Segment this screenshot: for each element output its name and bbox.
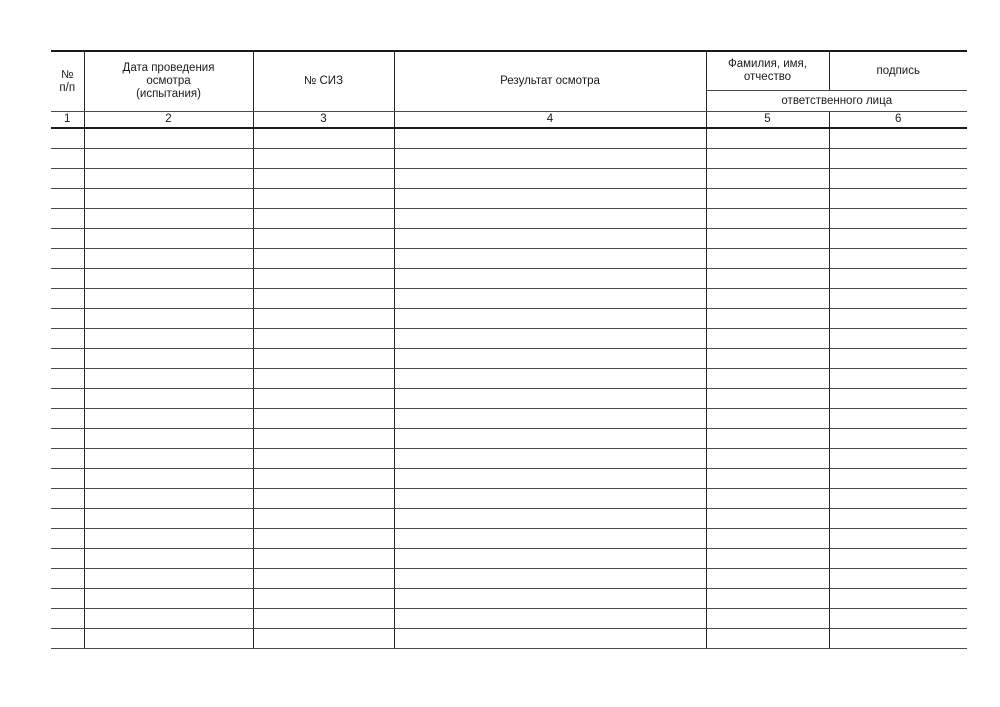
table-cell[interactable] [394,349,706,369]
table-cell[interactable] [829,449,967,469]
table-cell[interactable] [394,189,706,209]
table-cell[interactable] [84,289,253,309]
table-cell[interactable] [829,249,967,269]
table-cell[interactable] [253,429,394,449]
table-cell[interactable] [829,609,967,629]
table-cell[interactable] [84,529,253,549]
table-cell[interactable] [829,369,967,389]
table-cell[interactable] [51,529,84,549]
header-row-number: № п/п [51,51,84,112]
table-row [51,169,967,189]
table-cell[interactable] [706,629,829,649]
table-cell[interactable] [253,229,394,249]
column-number-2: 2 [84,112,253,129]
table-row [51,569,967,589]
table-cell[interactable] [394,609,706,629]
table-row [51,209,967,229]
table-cell[interactable] [706,589,829,609]
table-cell[interactable] [253,389,394,409]
header-ppe-number: № СИЗ [253,51,394,112]
table-row [51,469,967,489]
table-cell[interactable] [84,409,253,429]
table-row [51,589,967,609]
table-cell[interactable] [253,289,394,309]
table-cell[interactable] [706,329,829,349]
table-cell[interactable] [706,269,829,289]
table-cell[interactable] [394,429,706,449]
table-cell[interactable] [84,269,253,289]
table-cell[interactable] [84,429,253,449]
table-cell[interactable] [829,128,967,149]
table-cell[interactable] [706,309,829,329]
table-cell[interactable] [51,429,84,449]
table-row [51,349,967,369]
table-cell[interactable] [706,489,829,509]
table-cell[interactable] [51,309,84,329]
table-cell[interactable] [51,189,84,209]
table-cell[interactable] [829,469,967,489]
table-cell[interactable] [253,349,394,369]
table-row [51,429,967,449]
column-number-3: 3 [253,112,394,129]
table-cell[interactable] [394,329,706,349]
table-cell[interactable] [253,449,394,469]
table-cell[interactable] [829,589,967,609]
table-cell[interactable] [706,429,829,449]
table-cell[interactable] [829,289,967,309]
table-cell[interactable] [84,589,253,609]
table-cell[interactable] [253,128,394,149]
table-cell[interactable] [394,389,706,409]
table-row [51,609,967,629]
table-cell[interactable] [84,449,253,469]
table-cell[interactable] [394,369,706,389]
table-cell[interactable] [706,449,829,469]
column-number-5: 5 [706,112,829,129]
table-cell[interactable] [829,509,967,529]
table-cell[interactable] [253,549,394,569]
table-row [51,529,967,549]
table-row [51,309,967,329]
table-cell[interactable] [706,569,829,589]
table-cell[interactable] [829,329,967,349]
table-cell[interactable] [394,549,706,569]
table-cell[interactable] [706,229,829,249]
table-cell[interactable] [51,149,84,169]
table-cell[interactable] [51,469,84,489]
column-number-6: 6 [829,112,967,129]
table-cell[interactable] [84,389,253,409]
table-cell[interactable] [829,269,967,289]
table-cell[interactable] [829,389,967,409]
table-cell[interactable] [51,389,84,409]
table-row [51,629,967,649]
table-cell[interactable] [51,329,84,349]
table-cell[interactable] [394,449,706,469]
table-row [51,229,967,249]
table-cell[interactable] [394,569,706,589]
table-cell[interactable] [84,309,253,329]
table-cell[interactable] [394,289,706,309]
table-cell[interactable] [84,189,253,209]
header-inspection-date: Дата проведения осмотра (испытания) [84,51,253,112]
table-cell[interactable] [706,249,829,269]
table-cell[interactable] [84,169,253,189]
table-cell[interactable] [394,469,706,489]
table-cell[interactable] [253,249,394,269]
header-inspection-result: Результат осмотра [394,51,706,112]
table-cell[interactable] [706,349,829,369]
table-cell[interactable] [51,569,84,589]
table-cell[interactable] [51,249,84,269]
table-cell[interactable] [829,309,967,329]
table-cell[interactable] [51,509,84,529]
table-cell[interactable] [706,289,829,309]
table-cell[interactable] [394,529,706,549]
table-cell[interactable] [253,169,394,189]
table-cell[interactable] [84,569,253,589]
table-cell[interactable] [51,128,84,149]
table-cell[interactable] [51,229,84,249]
inspection-log-table [51,50,967,649]
table-cell[interactable] [84,369,253,389]
table-row [51,249,967,269]
column-number-1: 1 [51,112,84,129]
table-cell[interactable] [394,249,706,269]
table-cell[interactable] [84,149,253,169]
table-cell[interactable] [253,609,394,629]
table-row [51,409,967,429]
table-cell[interactable] [829,529,967,549]
column-number-4: 4 [394,112,706,129]
table-cell[interactable] [706,209,829,229]
table-cell[interactable] [706,549,829,569]
table-row [51,189,967,209]
table-cell[interactable] [84,349,253,369]
table-cell[interactable] [394,309,706,329]
table-cell[interactable] [84,509,253,529]
table-row [51,289,967,309]
table-cell[interactable] [84,249,253,269]
table-row [51,269,967,289]
table-cell[interactable] [829,229,967,249]
table-cell[interactable] [706,509,829,529]
table-cell[interactable] [829,549,967,569]
table-cell[interactable] [51,489,84,509]
table-cell[interactable] [394,589,706,609]
table-cell[interactable] [253,509,394,529]
table-cell[interactable] [394,128,706,149]
table-cell[interactable] [84,609,253,629]
header-full-name: Фамилия, имя, отчество [706,51,829,91]
table-cell[interactable] [829,149,967,169]
table-cell[interactable] [394,149,706,169]
table-cell[interactable] [253,529,394,549]
table-row [51,369,967,389]
table-cell[interactable] [829,409,967,429]
table-row [51,329,967,349]
table-cell[interactable] [829,629,967,649]
table-cell[interactable] [253,589,394,609]
table-cell[interactable] [253,629,394,649]
table-cell[interactable] [706,529,829,549]
table-cell[interactable] [394,229,706,249]
table-cell[interactable] [706,149,829,169]
table-cell[interactable] [51,549,84,569]
table-cell[interactable] [51,269,84,289]
table-cell[interactable] [51,589,84,609]
table-cell[interactable] [394,509,706,529]
table-cell[interactable] [706,189,829,209]
table-cell[interactable] [84,489,253,509]
table-cell[interactable] [706,369,829,389]
table-cell[interactable] [253,149,394,169]
table-cell[interactable] [84,229,253,249]
table-cell[interactable] [253,329,394,349]
table-cell[interactable] [394,269,706,289]
table-cell[interactable] [706,409,829,429]
table-cell[interactable] [253,369,394,389]
table-cell[interactable] [84,209,253,229]
table-cell[interactable] [51,209,84,229]
table-cell[interactable] [394,629,706,649]
table-cell[interactable] [829,349,967,369]
table-cell[interactable] [84,549,253,569]
table-cell[interactable] [51,629,84,649]
table-cell[interactable] [51,169,84,189]
table-cell[interactable] [253,569,394,589]
table-cell[interactable] [51,369,84,389]
table-row [51,149,967,169]
table-row [51,389,967,409]
table-cell[interactable] [51,289,84,309]
table-cell[interactable] [253,309,394,329]
table-row [51,509,967,529]
table-row [51,128,967,149]
table-cell[interactable] [829,429,967,449]
table-cell[interactable] [253,209,394,229]
table-cell[interactable] [253,269,394,289]
table-cell[interactable] [829,189,967,209]
table-cell[interactable] [51,609,84,629]
table-cell[interactable] [394,209,706,229]
table-cell[interactable] [84,629,253,649]
header-signature: подпись [829,51,967,91]
table-cell[interactable] [394,489,706,509]
table-cell[interactable] [706,469,829,489]
table-cell[interactable] [394,409,706,429]
table-cell[interactable] [84,128,253,149]
header-responsible-person: ответственного лица [706,91,967,112]
table-cell[interactable] [253,489,394,509]
table-cell[interactable] [51,449,84,469]
table-cell[interactable] [706,128,829,149]
table-cell[interactable] [829,169,967,189]
table-cell[interactable] [253,409,394,429]
table-cell[interactable] [829,209,967,229]
table-cell[interactable] [51,409,84,429]
table-cell[interactable] [706,389,829,409]
table-cell[interactable] [253,469,394,489]
table-cell[interactable] [84,329,253,349]
table-cell[interactable] [84,469,253,489]
table-cell[interactable] [706,169,829,189]
table-cell[interactable] [253,189,394,209]
table-row [51,489,967,509]
table-row [51,549,967,569]
table-cell[interactable] [829,569,967,589]
table-cell[interactable] [706,609,829,629]
table-cell[interactable] [51,349,84,369]
table-row [51,449,967,469]
table-cell[interactable] [829,489,967,509]
table-cell[interactable] [394,169,706,189]
